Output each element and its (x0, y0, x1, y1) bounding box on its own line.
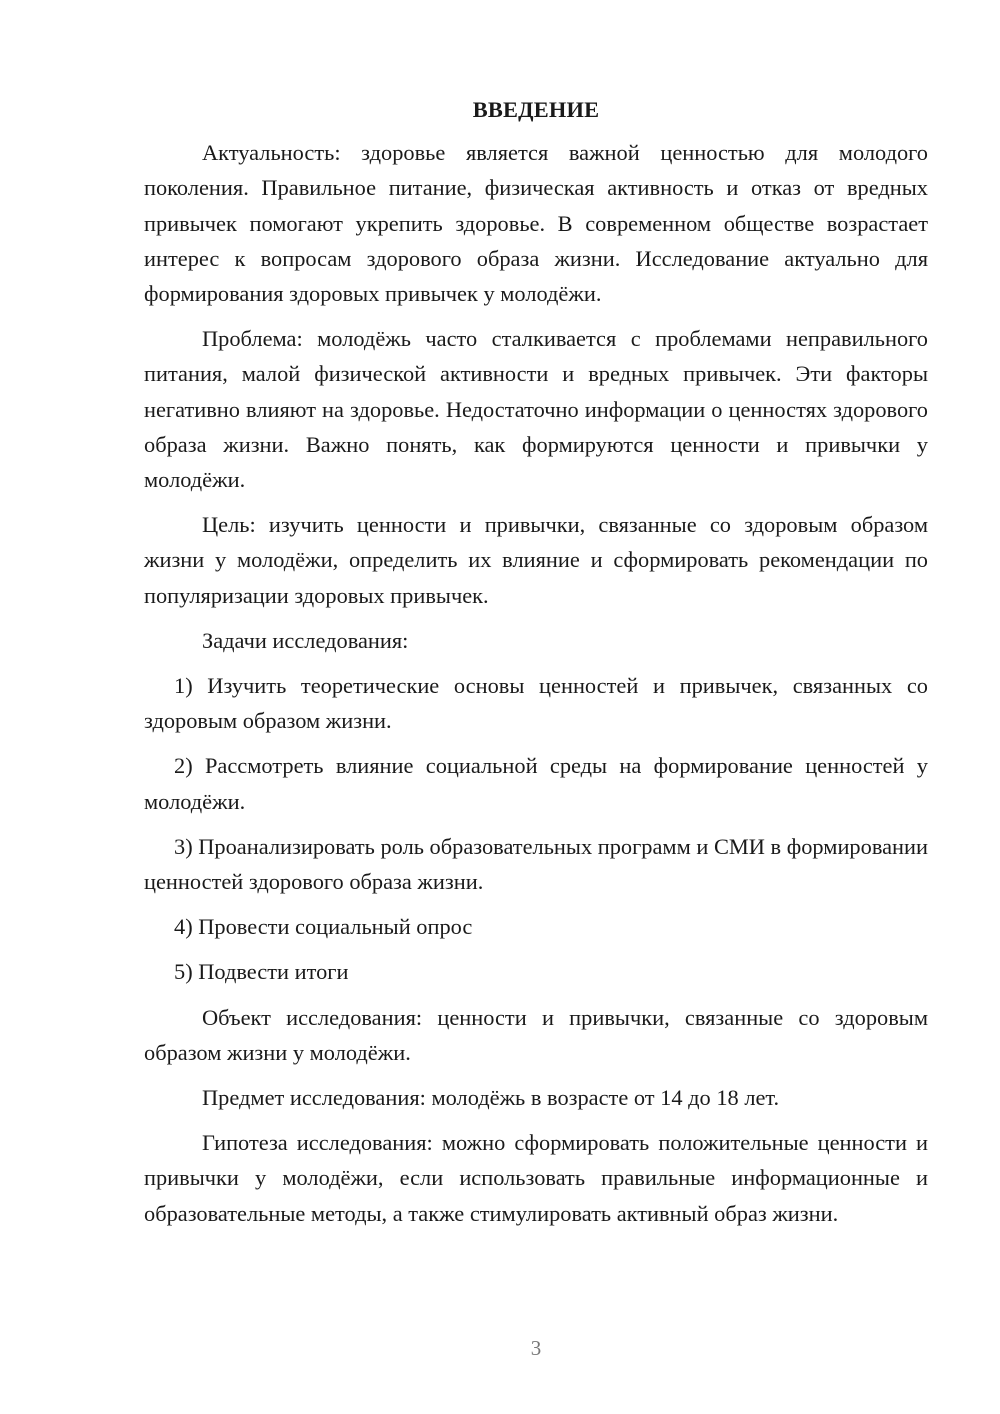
paragraph-relevance: Актуальность: здоровье является важной ценностью для молодого поколения. Правильное питание, физическая активность и отказ от вредных привычек помогают укрепить здоровье. В современном обществе возрастает интерес к вопросам здорового образа жизни. Исследование актуально для формирования здоровых привычек у молодёжи. (144, 140, 928, 307)
task-item-1: 1) Изучить теоретические основы ценностей и привычек, связанных со здоровым образом жизни. (144, 673, 928, 734)
task-item-2: 2) Рассмотреть влияние социальной среды на формирование ценностей у молодёжи. (144, 753, 928, 814)
task-item-4: 4) Провести социальный опрос (174, 914, 473, 940)
paragraph-tasks-heading: Задачи исследования: (202, 627, 409, 653)
paragraph-goal: Цель: изучить ценности и привычки, связанные со здоровым образом жизни у молодёжи, определить их влияние и сформировать рекомендации по популяризации здоровых привычек. (144, 512, 928, 608)
page-title: ВВЕДЕНИЕ (472, 97, 600, 122)
task-item-3: 3) Проанализировать роль образовательных программ и СМИ в формировании ценностей здорового образа жизни. (144, 833, 928, 895)
paragraph-hypothesis: Гипотеза исследования: можно сформировать положительные ценности и привычки у молодёжи, если использовать правильные информационные и образовательные методы, а также стимулировать активный образ жизни. (144, 1130, 928, 1226)
paragraph-object: Объект исследования: ценности и привычки, связанные со здоровым образом жизни у молодёжи. (144, 1004, 928, 1065)
paragraph-problem: Проблема: молодёжь часто сталкивается с проблемами неправильного питания, малой физической активности и вредных привычек. Эти факторы негативно влияют на здоровье. Недостаточно информации о ценностях здорового образа жизни. Важно понять, как формируются ценности и привычки у молодёжи. (144, 326, 928, 493)
paragraph-subject: Предмет исследования: молодёжь в возрасте от 14 до 18 лет. (202, 1085, 780, 1111)
page-number: 3 (530, 1336, 542, 1360)
document-page (144, 92, 928, 1241)
task-item-5: 5) Подвести итоги (174, 959, 349, 985)
